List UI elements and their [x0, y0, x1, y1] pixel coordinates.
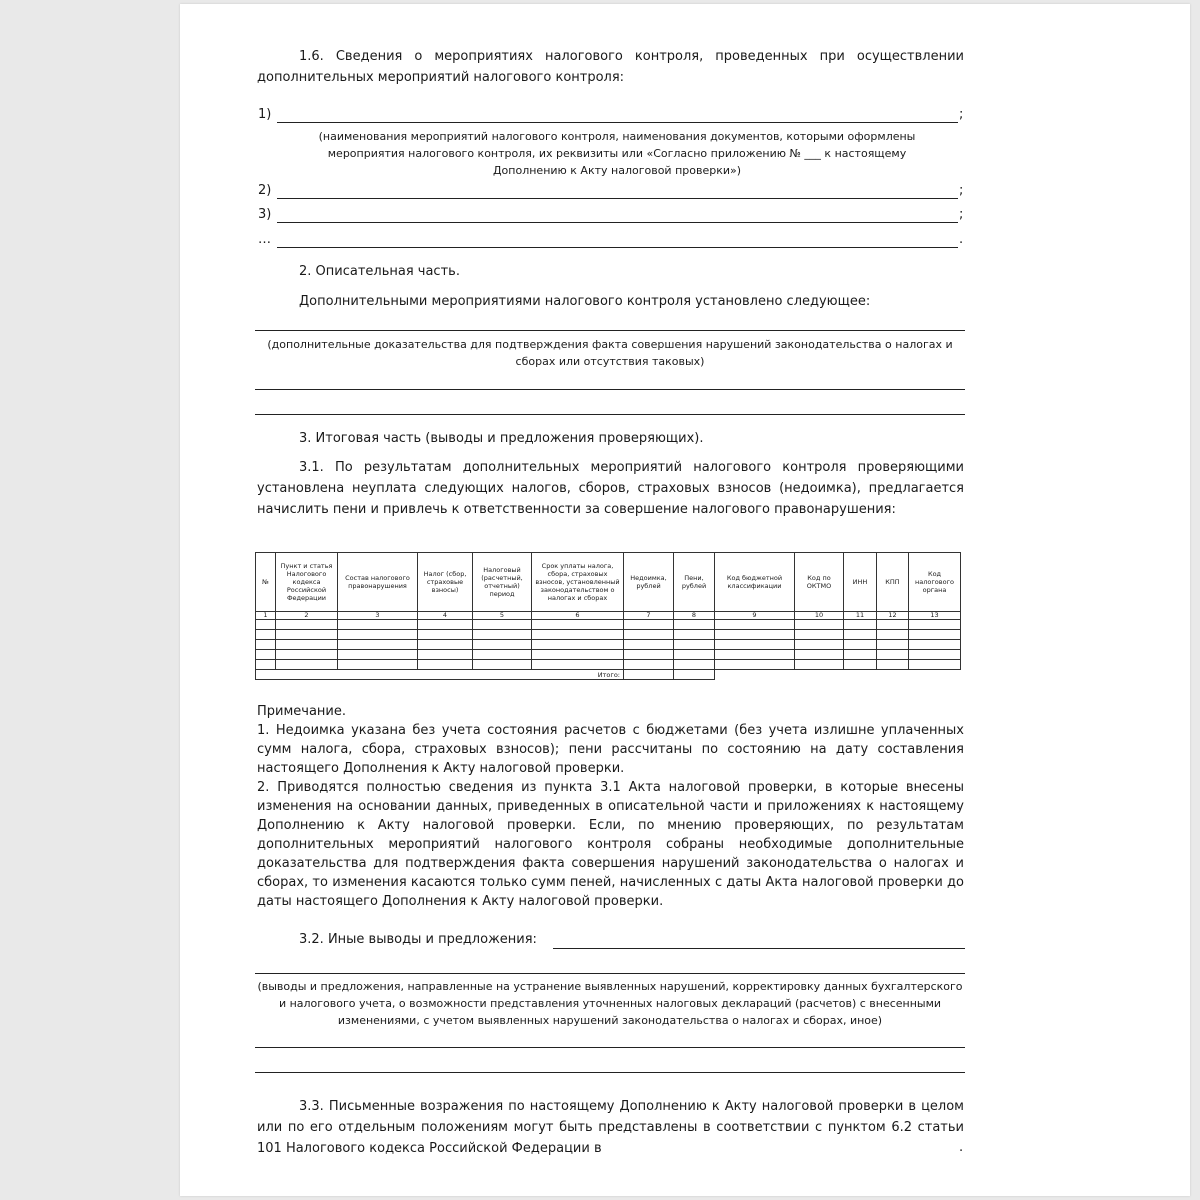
table-total-row	[256, 670, 961, 680]
col-number-5: 5	[473, 612, 532, 620]
total-penalty-cell[interactable]	[674, 670, 715, 680]
item-2-end: ;	[959, 183, 964, 198]
findings-line-2[interactable]	[255, 389, 965, 390]
arrears-table	[255, 552, 961, 680]
note-2: 2. Приводятся полностью сведения из пункта 3.1 Акта налоговой проверки, в которые внесены изменения на основании данных, приведенных в описательной части и приложениях к настоящему Дополнению к Акту налоговой проверки. Если, по мнению проверяющих, по результатам дополнительных мероприятий налогового контроля собраны необходимые дополнительные доказательства для подтверждения факта совершения нарушений законодательства о налогах и сборах, то изменения касаются только сумм пеней, начисленных с даты Акта налоговой проверки до даты настоящего Дополнения к Акту налоговой проверки.	[257, 780, 964, 909]
item-more-end: .	[959, 232, 964, 247]
document-page	[180, 4, 1190, 1196]
table-total-label: Итого:	[256, 670, 624, 680]
table-row[interactable]	[256, 640, 961, 650]
total-arrears-cell[interactable]	[624, 670, 674, 680]
section-2-caption: (дополнительные доказательства для подтверждения факта совершения нарушений законодательства о налогах и сборах или отсутствия таковых)	[267, 338, 953, 368]
col-header-3: Состав налогового правонарушения	[338, 553, 418, 612]
table-row[interactable]	[256, 630, 961, 640]
col-header-10: Код по ОКТМО	[795, 553, 844, 612]
notes-block	[257, 702, 964, 911]
item-1-line[interactable]	[277, 122, 958, 123]
section-3-1-paragraph: 3.1. По результатам дополнительных мероприятий налогового контроля проверяющими установлена неуплата следующих налогов, сборов, страховых взносов (недоимка), предлагается начислить пени и привлечь к ответственности за совершение налогового правонарушения:	[257, 460, 964, 517]
col-number-11: 11	[844, 612, 877, 620]
col-number-13: 13	[909, 612, 961, 620]
other-conclusions-line-1[interactable]	[553, 948, 965, 949]
item-more-number: …	[258, 232, 271, 247]
table-row[interactable]	[256, 620, 961, 630]
item-3-end: ;	[959, 207, 964, 222]
section-3-heading: 3. Итоговая часть (выводы и предложения проверяющих).	[299, 431, 704, 446]
item-1-end: ;	[959, 107, 964, 122]
col-number-12: 12	[877, 612, 909, 620]
notes-title: Примечание.	[257, 704, 347, 719]
col-header-7: Недоимка, рублей	[624, 553, 674, 612]
col-number-4: 4	[418, 612, 473, 620]
other-conclusions-line-3[interactable]	[255, 1047, 965, 1048]
col-number-2: 2	[276, 612, 338, 620]
col-header-5: Налоговый (расчетный, отчетный) период	[473, 553, 532, 612]
item-2-number: 2)	[258, 183, 272, 198]
col-number-1: 1	[256, 612, 276, 620]
item-1-number: 1)	[258, 107, 272, 122]
col-header-2: Пункт и статья Налогового кодекса Российской Федерации	[276, 553, 338, 612]
section-3-2-label: 3.2. Иные выводы и предложения:	[299, 932, 537, 947]
col-header-9: Код бюджетной классификации	[715, 553, 795, 612]
findings-line-3[interactable]	[255, 414, 965, 415]
section-3-2-caption: (выводы и предложения, направленные на устранение выявленных нарушений, корректировку данных бухгалтерского и налогового учета, о возможности представления уточненных налоговых деклараций (расчетов) с внесенными изменениями, с учетом выявленных нарушений законодательства о налогах и сборах, иное)	[257, 980, 963, 1027]
table-row[interactable]	[256, 650, 961, 660]
findings-line-1[interactable]	[255, 330, 965, 331]
table-row[interactable]	[256, 660, 961, 670]
table-header-row	[256, 553, 961, 612]
item-3-line[interactable]	[277, 222, 958, 223]
section-2-intro: Дополнительными мероприятиями налогового контроля установлено следующее:	[299, 294, 871, 309]
other-conclusions-line-4[interactable]	[255, 1072, 965, 1073]
col-header-1: №	[256, 553, 276, 612]
col-header-12: КПП	[877, 553, 909, 612]
section-3-3-paragraph: 3.3. Письменные возражения по настоящему Дополнению к Акту налоговой проверки в целом или по его отдельным положениям могут быть представлены в соответствии с пунктом 6.2 статьи 101 Налогового кодекса Российской Федерации в	[257, 1099, 964, 1156]
item-more-line[interactable]	[277, 247, 958, 248]
section-2-heading: 2. Описательная часть.	[299, 264, 460, 279]
col-header-11: ИНН	[844, 553, 877, 612]
col-header-4: Налог (сбор, страховые взносы)	[418, 553, 473, 612]
col-number-6: 6	[532, 612, 624, 620]
col-number-7: 7	[624, 612, 674, 620]
col-header-6: Срок уплаты налога, сбора, страховых взносов, установленный законодательством о налогах и сборах	[532, 553, 624, 612]
col-number-9: 9	[715, 612, 795, 620]
table-number-row	[256, 612, 961, 620]
section-3-3-end: .	[959, 1140, 964, 1155]
col-number-10: 10	[795, 612, 844, 620]
col-header-8: Пени, рублей	[674, 553, 715, 612]
note-1: 1. Недоимка указана без учета состояния расчетов с бюджетами (без учета излишне уплаченных сумм налога, сбора, страховых взносов); пени рассчитаны по состоянию на дату составления настоящего Дополнения к Акту налоговой проверки.	[257, 723, 964, 776]
col-header-13: Код налогового органа	[909, 553, 961, 612]
section-1-6-heading: 1.6. Сведения о мероприятиях налогового контроля, проведенных при осуществлении дополнительных мероприятий налогового контроля:	[257, 49, 964, 85]
col-number-3: 3	[338, 612, 418, 620]
col-number-8: 8	[674, 612, 715, 620]
section-1-6-caption: (наименования мероприятий налогового контроля, наименования документов, которыми оформлены мероприятия налогового контроля, их реквизиты или «Согласно приложению № ___ к настоящему Дополнению к Акту налоговой проверки»)	[318, 130, 916, 177]
item-3-number: 3)	[258, 207, 272, 222]
item-2-line[interactable]	[277, 198, 958, 199]
other-conclusions-line-2[interactable]	[255, 973, 965, 974]
